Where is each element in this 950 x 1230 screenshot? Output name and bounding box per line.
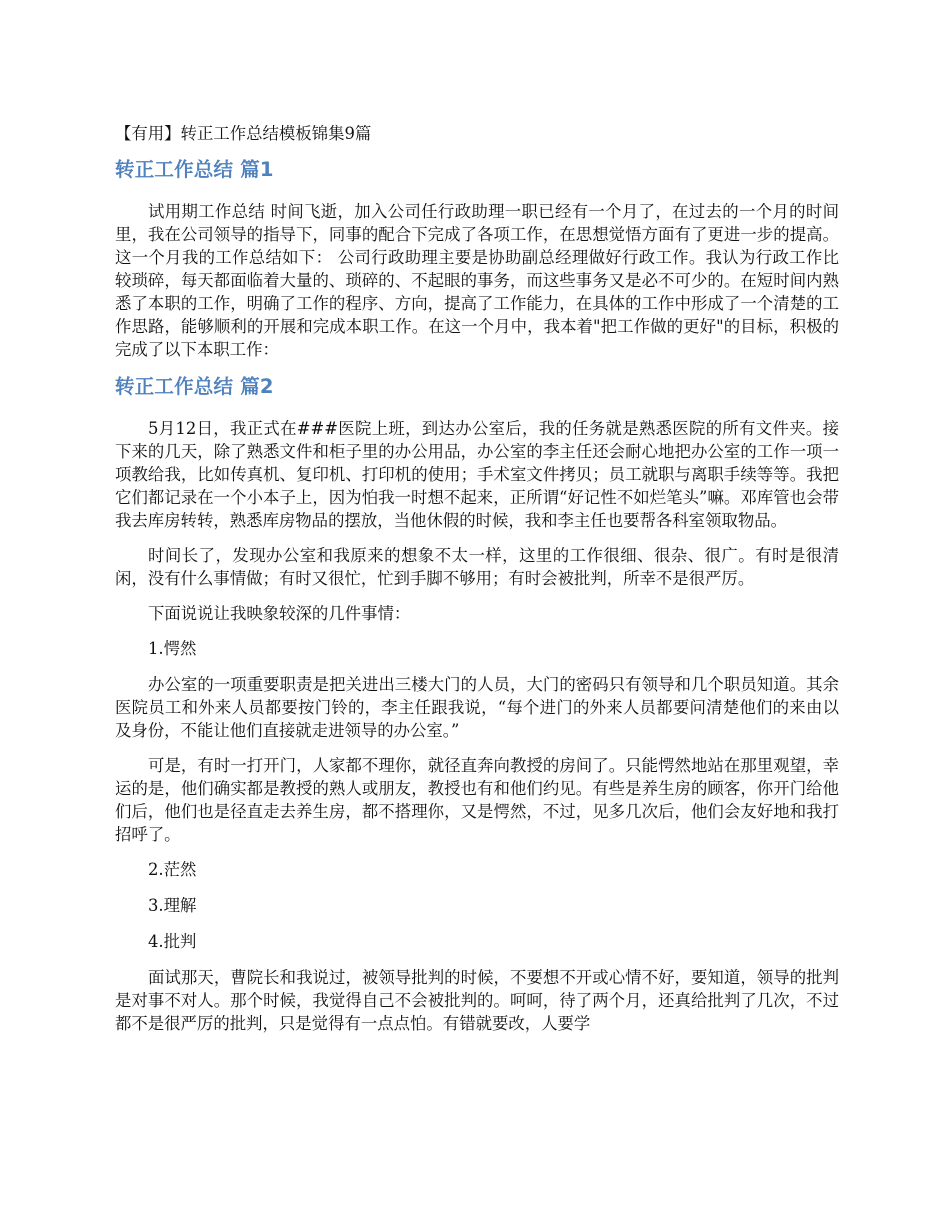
paragraph: 时间长了，发现办公室和我原来的想象不太一样，这里的工作很细、很杂、很广。有时是很清闲，没有什么事情做；有时又很忙，忙到手脚不够用；有时会被批判，所幸不是很严厉。 — [115, 546, 839, 588]
list-item: 3.理解 — [148, 896, 197, 915]
paragraph: 试用期工作总结 时间飞逝，加入公司任行政助理一职已经有一个月了，在过去的一个月的时间里，我在公司领导的指导下，同事的配合下完成了各项工作，在思想觉悟方面有了更进一步的提高。这一个月我的工作总结如下： 公司行政助理主要是协助副总经理做好行政工作。我认为行政工作比较琐碎，每天都面临着大量的、琐碎的、不起眼的事务，而这些事务又是必不可少的。在短时间内熟悉了本职的工作，明确了工作的程序、方向，提高了工作能力，在具体的工作中形成了一个清楚的工作思路，能够顺利的开展和完成本职工作。在这一个月中，我本着"把工作做的更好"的目标，积极的完成了以下本职工作： — [115, 202, 839, 359]
list-item: 1.愕然 — [148, 639, 197, 658]
paragraph: 面试那天，曹院长和我说过，被领导批判的时候，不要想不开或心情不好，要知道，领导的批判是对事不对人。那个时候，我觉得自己不会被批判的。呵呵，待了两个月，还真给批判了几次，不过都不是很严厉的批判，只是觉得有一点点怕。有错就要改，人要学 — [115, 968, 839, 1033]
section-heading-2: 转正工作总结 篇2 — [115, 375, 274, 398]
paragraph: 5月12日，我正式在###医院上班，到达办公室后，我的任务就是熟悉医院的所有文件夹。接下来的几天，除了熟悉文件和柜子里的办公用品，办公室的李主任还会耐心地把办公室的工作一项一项教给我，比如传真机、复印机、打印机的使用；手术室文件拷贝；员工就职与离职手续等等。我把它们都记录在一个小本子上，因为怕我一时想不起来，正所谓“好记性不如烂笔头”嘛。邓库管也会带我去库房转转，熟悉库房物品的摆放，当他休假的时候，我和李主任也要帮各科室领取物品。 — [115, 419, 839, 530]
document-title: 【有用】转正工作总结模板锦集9篇 — [115, 124, 372, 143]
paragraph: 可是，有时一打开门，人家都不理你，就径直奔向教授的房间了。只能愕然地站在那里观望，幸运的是，他们确实都是教授的熟人或朋友，教授也有和他们约见。有些是养生房的顾客，你开门给他们后，他们也是径直走去养生房，都不搭理你，又是愕然，不过，见多几次后，他们会友好地和我打招呼了。 — [115, 756, 839, 844]
paragraph: 办公室的一项重要职责是把关进出三楼大门的人员，大门的密码只有领导和几个职员知道。其余医院员工和外来人员都要按门铃的，李主任跟我说，“每个进门的外来人员都要问清楚他们的来由以及身份，不能让他们直接就走进领导的办公室。” — [115, 675, 839, 740]
list-item: 2.茫然 — [148, 860, 197, 879]
section-heading-1: 转正工作总结 篇1 — [115, 158, 274, 181]
paragraph: 下面说说让我映象较深的几件事情： — [148, 604, 411, 623]
document-page — [115, 122, 839, 1047]
list-item: 4.批判 — [148, 932, 197, 951]
